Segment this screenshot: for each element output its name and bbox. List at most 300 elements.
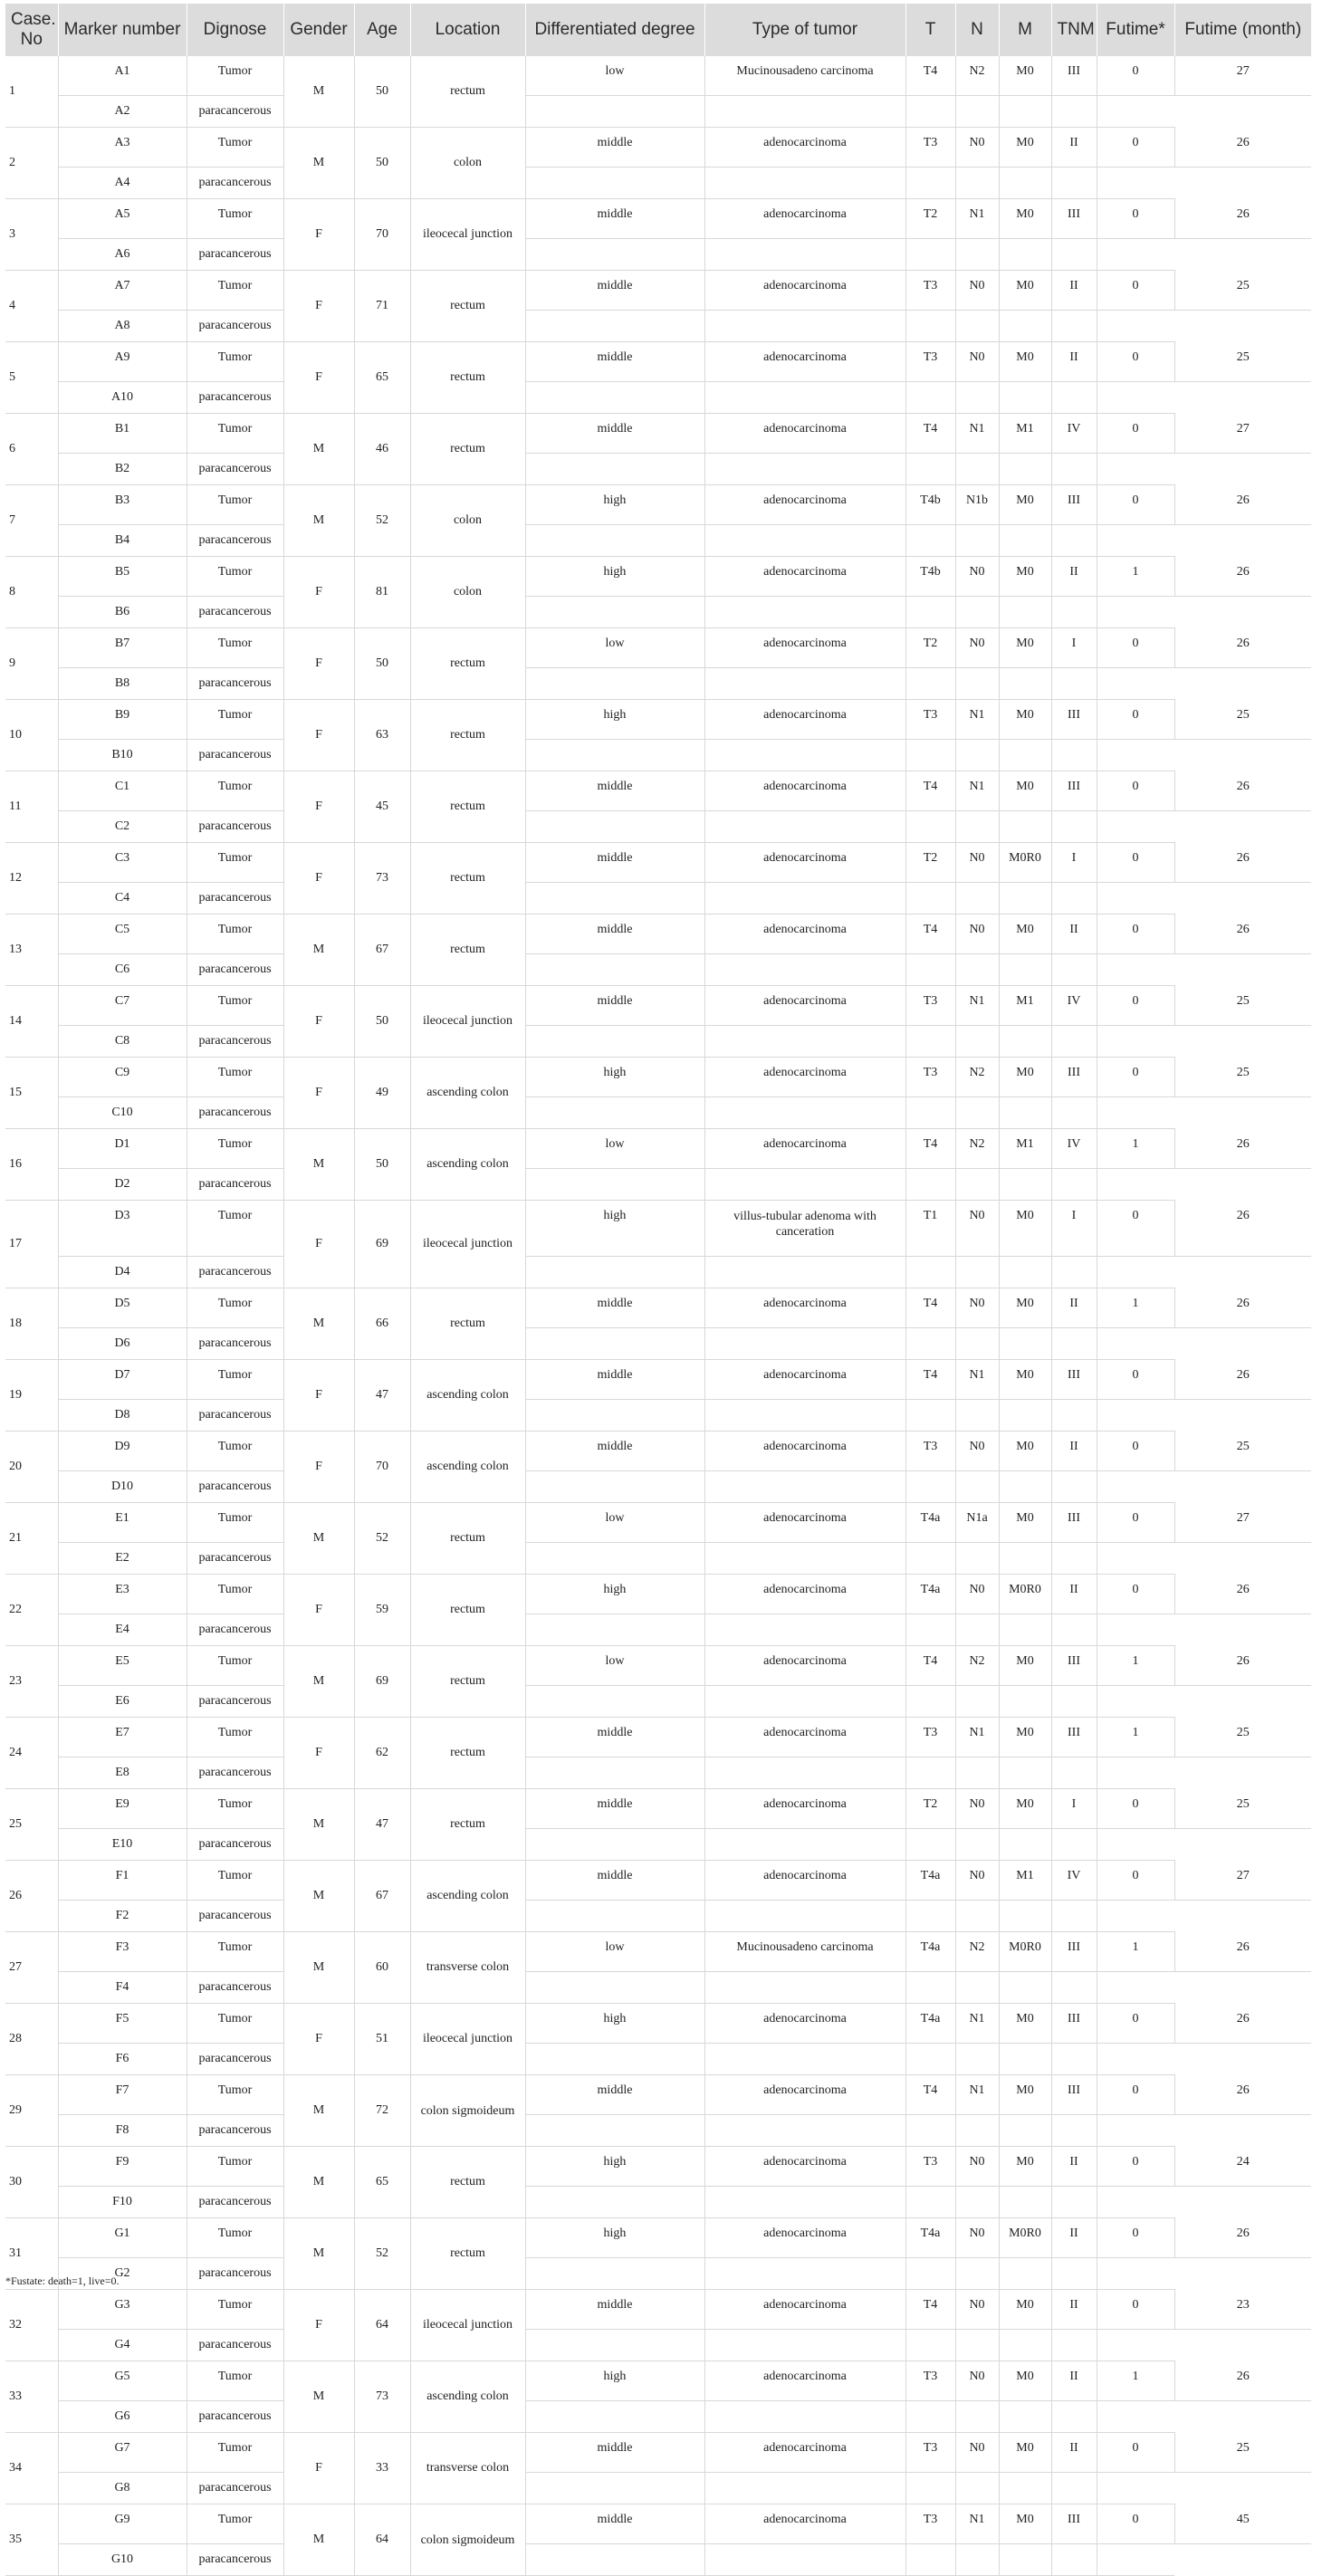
differentiated-degree-cell: high <box>525 700 704 740</box>
futime-month-cell: 27 <box>1174 1503 1311 1543</box>
m-stage-cell: M1 <box>999 414 1051 454</box>
differentiated-degree-cell: middle <box>525 199 704 239</box>
empty-cell <box>704 1757 905 1789</box>
dignose-cell: paracancerous <box>187 2544 283 2576</box>
empty-cell <box>955 597 999 628</box>
empty-cell <box>525 525 704 557</box>
t-stage-cell: T3 <box>905 2147 955 2187</box>
empty-cell <box>1051 1829 1097 1861</box>
empty-cell <box>905 2330 955 2361</box>
empty-cell <box>1051 1169 1097 1201</box>
t-stage-cell: T3 <box>905 2361 955 2401</box>
age-cell: 52 <box>354 2218 410 2290</box>
tumor-type-cell: adenocarcinoma <box>704 2290 905 2330</box>
empty-cell <box>704 2401 905 2433</box>
case-number-cell: 30 <box>5 2147 58 2218</box>
dignose-cell: paracancerous <box>187 1686 283 1718</box>
futime-cell: 0 <box>1097 700 1174 740</box>
empty-cell <box>999 2115 1051 2147</box>
empty-cell <box>1051 382 1097 414</box>
gender-cell: F <box>283 2004 354 2075</box>
case-number-cell: 11 <box>5 771 58 843</box>
dignose-cell: paracancerous <box>187 1543 283 1575</box>
age-cell: 52 <box>354 485 410 557</box>
marker-number-cell: E5 <box>58 1646 187 1686</box>
differentiated-degree-cell: middle <box>525 2290 704 2330</box>
dignose-cell: Tumor <box>187 1360 283 1400</box>
empty-cell <box>905 2401 955 2433</box>
location-cell: transverse colon <box>410 2433 525 2504</box>
empty-cell <box>1051 168 1097 199</box>
marker-number-cell: F4 <box>58 1972 187 2004</box>
tumor-type-cell: adenocarcinoma <box>704 342 905 382</box>
empty-cell <box>955 525 999 557</box>
dignose-cell: paracancerous <box>187 668 283 700</box>
empty-cell <box>905 2258 955 2290</box>
empty-cell <box>1051 2330 1097 2361</box>
table-row <box>5 1288 1311 1328</box>
empty-cell <box>999 954 1051 986</box>
table-row <box>5 811 1311 843</box>
empty-cell <box>999 1328 1051 1360</box>
differentiated-degree-cell: middle <box>525 1288 704 1328</box>
empty-cell <box>955 811 999 843</box>
empty-cell <box>1097 525 1174 557</box>
marker-number-cell: A5 <box>58 199 187 239</box>
age-cell: 45 <box>354 771 410 843</box>
t-stage-cell: T4a <box>905 2218 955 2258</box>
empty-cell <box>1097 2473 1174 2504</box>
dignose-cell: Tumor <box>187 414 283 454</box>
empty-cell <box>905 1757 955 1789</box>
futime-cell: 0 <box>1097 56 1174 96</box>
gender-cell: F <box>283 2433 354 2504</box>
empty-cell <box>525 2401 704 2433</box>
marker-number-cell: A9 <box>58 342 187 382</box>
gender-cell: M <box>283 485 354 557</box>
empty-cell <box>1097 311 1174 342</box>
empty-cell <box>955 1972 999 2004</box>
empty-cell <box>704 454 905 485</box>
table-row <box>5 954 1311 986</box>
empty-cell <box>1051 2401 1097 2433</box>
empty-cell <box>905 883 955 915</box>
n-stage-cell: N0 <box>955 2433 999 2473</box>
empty-cell <box>999 2330 1051 2361</box>
tnm-stage-cell: I <box>1051 1201 1097 1257</box>
marker-number-cell: F10 <box>58 2187 187 2218</box>
marker-number-cell: E4 <box>58 1614 187 1646</box>
empty-cell <box>1097 454 1174 485</box>
empty-cell <box>1051 1400 1097 1432</box>
marker-number-cell: F8 <box>58 2115 187 2147</box>
t-stage-cell: T3 <box>905 1718 955 1757</box>
header-futime-month: Futime (month) <box>1174 4 1311 56</box>
dignose-cell: Tumor <box>187 1718 283 1757</box>
empty-cell <box>905 454 955 485</box>
table-row <box>5 771 1311 811</box>
dignose-cell: Tumor <box>187 700 283 740</box>
tumor-type-cell: Mucinousadeno carcinoma <box>704 56 905 96</box>
empty-cell <box>1097 168 1174 199</box>
empty-cell <box>1097 1471 1174 1503</box>
empty-cell <box>704 883 905 915</box>
differentiated-degree-cell: middle <box>525 128 704 168</box>
m-stage-cell: M0 <box>999 1288 1051 1328</box>
empty-cell <box>955 883 999 915</box>
marker-number-cell: F1 <box>58 1861 187 1901</box>
empty-cell <box>525 454 704 485</box>
empty-cell <box>525 168 704 199</box>
tumor-type-cell: adenocarcinoma <box>704 986 905 1026</box>
t-stage-cell: T4 <box>905 771 955 811</box>
empty-cell <box>1051 811 1097 843</box>
dignose-cell: paracancerous <box>187 811 283 843</box>
empty-cell <box>525 96 704 128</box>
m-stage-cell: M0 <box>999 1718 1051 1757</box>
empty-cell <box>1051 1471 1097 1503</box>
futime-cell: 0 <box>1097 1575 1174 1614</box>
header-t: T <box>905 4 955 56</box>
table-row <box>5 485 1311 525</box>
empty-cell <box>955 1901 999 1932</box>
gender-cell: M <box>283 2075 354 2147</box>
futime-month-cell: 26 <box>1174 771 1311 811</box>
table-row <box>5 700 1311 740</box>
dignose-cell: paracancerous <box>187 597 283 628</box>
empty-cell <box>1097 96 1174 128</box>
empty-cell <box>999 1257 1051 1288</box>
table-row <box>5 2433 1311 2473</box>
t-stage-cell: T4 <box>905 414 955 454</box>
empty-cell <box>905 1543 955 1575</box>
case-number-cell: 14 <box>5 986 58 1058</box>
tnm-stage-cell: III <box>1051 1503 1097 1543</box>
differentiated-degree-cell: middle <box>525 1718 704 1757</box>
t-stage-cell: T4 <box>905 915 955 954</box>
empty-cell <box>704 668 905 700</box>
differentiated-degree-cell: middle <box>525 1789 704 1829</box>
t-stage-cell: T3 <box>905 128 955 168</box>
marker-number-cell: G5 <box>58 2361 187 2401</box>
case-number-cell: 16 <box>5 1129 58 1201</box>
empty-cell <box>905 2115 955 2147</box>
tnm-stage-cell: III <box>1051 1360 1097 1400</box>
age-cell: 46 <box>354 414 410 485</box>
m-stage-cell: M1 <box>999 1861 1051 1901</box>
table-row <box>5 1503 1311 1543</box>
dignose-cell: Tumor <box>187 2218 283 2258</box>
n-stage-cell: N1 <box>955 1360 999 1400</box>
n-stage-cell: N1 <box>955 771 999 811</box>
gender-cell: F <box>283 1058 354 1129</box>
t-stage-cell: T2 <box>905 199 955 239</box>
t-stage-cell: T4b <box>905 485 955 525</box>
marker-number-cell: E10 <box>58 1829 187 1861</box>
table-row <box>5 2330 1311 2361</box>
empty-cell <box>905 2187 955 2218</box>
futime-cell: 0 <box>1097 2433 1174 2473</box>
marker-number-cell: A7 <box>58 271 187 311</box>
tnm-stage-cell: I <box>1051 843 1097 883</box>
gender-cell: F <box>283 700 354 771</box>
gender-cell: M <box>283 1861 354 1932</box>
dignose-cell: paracancerous <box>187 2401 283 2433</box>
empty-cell <box>704 1829 905 1861</box>
location-cell: rectum <box>410 271 525 342</box>
marker-number-cell: C5 <box>58 915 187 954</box>
futime-month-cell: 27 <box>1174 1861 1311 1901</box>
empty-cell <box>525 1901 704 1932</box>
header-gender: Gender <box>283 4 354 56</box>
empty-cell <box>1051 239 1097 271</box>
t-stage-cell: T3 <box>905 2504 955 2544</box>
empty-cell <box>704 168 905 199</box>
futime-cell: 0 <box>1097 2218 1174 2258</box>
tnm-stage-cell: IV <box>1051 1129 1097 1169</box>
futime-month-cell: 25 <box>1174 1718 1311 1757</box>
differentiated-degree-cell: middle <box>525 1360 704 1400</box>
table-row <box>5 56 1311 96</box>
futime-cell: 0 <box>1097 271 1174 311</box>
case-number-cell: 13 <box>5 915 58 986</box>
gender-cell: F <box>283 843 354 915</box>
case-number-cell: 12 <box>5 843 58 915</box>
table-row <box>5 2258 1311 2290</box>
marker-number-cell: F5 <box>58 2004 187 2044</box>
marker-number-cell: B9 <box>58 700 187 740</box>
futime-cell: 0 <box>1097 843 1174 883</box>
empty-cell <box>525 1471 704 1503</box>
marker-number-cell: E7 <box>58 1718 187 1757</box>
age-cell: 70 <box>354 199 410 271</box>
futime-cell: 0 <box>1097 2290 1174 2330</box>
marker-number-cell: F9 <box>58 2147 187 2187</box>
case-number-cell: 8 <box>5 557 58 628</box>
tumor-type-cell: adenocarcinoma <box>704 915 905 954</box>
location-cell: ascending colon <box>410 1129 525 1201</box>
m-stage-cell: M0 <box>999 1360 1051 1400</box>
marker-number-cell: A4 <box>58 168 187 199</box>
empty-cell <box>1051 1543 1097 1575</box>
empty-cell <box>1051 2115 1097 2147</box>
futime-month-cell: 25 <box>1174 342 1311 382</box>
case-number-cell: 31 <box>5 2218 58 2290</box>
tnm-stage-cell: III <box>1051 485 1097 525</box>
gender-cell: F <box>283 628 354 700</box>
empty-cell <box>525 1169 704 1201</box>
dignose-cell: paracancerous <box>187 740 283 771</box>
table-row <box>5 1129 1311 1169</box>
differentiated-degree-cell: middle <box>525 271 704 311</box>
tnm-stage-cell: II <box>1051 2290 1097 2330</box>
gender-cell: F <box>283 771 354 843</box>
futime-month-cell: 26 <box>1174 1288 1311 1328</box>
futime-cell: 0 <box>1097 2147 1174 2187</box>
marker-number-cell: C8 <box>58 1026 187 1058</box>
dignose-cell: paracancerous <box>187 168 283 199</box>
table-row <box>5 883 1311 915</box>
marker-number-cell: C1 <box>58 771 187 811</box>
empty-cell <box>525 2544 704 2576</box>
differentiated-degree-cell: high <box>525 1058 704 1097</box>
table-row <box>5 199 1311 239</box>
futime-cell: 1 <box>1097 557 1174 597</box>
empty-cell <box>999 311 1051 342</box>
empty-cell <box>704 740 905 771</box>
marker-number-cell: C2 <box>58 811 187 843</box>
dignose-cell: Tumor <box>187 2075 283 2115</box>
case-number-cell: 26 <box>5 1861 58 1932</box>
empty-cell <box>525 1328 704 1360</box>
case-number-cell: 18 <box>5 1288 58 1360</box>
dignose-cell: paracancerous <box>187 525 283 557</box>
differentiated-degree-cell: middle <box>525 843 704 883</box>
case-number-cell: 7 <box>5 485 58 557</box>
empty-cell <box>525 382 704 414</box>
tumor-type-cell: adenocarcinoma <box>704 2433 905 2473</box>
dignose-cell: Tumor <box>187 2361 283 2401</box>
empty-cell <box>525 2330 704 2361</box>
futime-month-cell: 25 <box>1174 700 1311 740</box>
gender-cell: F <box>283 1201 354 1288</box>
m-stage-cell: M0R0 <box>999 1575 1051 1614</box>
futime-month-cell: 26 <box>1174 1360 1311 1400</box>
dignose-cell: paracancerous <box>187 954 283 986</box>
futime-cell: 1 <box>1097 1932 1174 1972</box>
empty-cell <box>704 1686 905 1718</box>
tnm-stage-cell: III <box>1051 2504 1097 2544</box>
tnm-stage-cell: III <box>1051 56 1097 96</box>
m-stage-cell: M0 <box>999 2004 1051 2044</box>
case-number-cell: 19 <box>5 1360 58 1432</box>
case-number-cell: 23 <box>5 1646 58 1718</box>
age-cell: 66 <box>354 1288 410 1360</box>
age-cell: 50 <box>354 986 410 1058</box>
empty-cell <box>905 382 955 414</box>
dignose-cell: Tumor <box>187 915 283 954</box>
t-stage-cell: T4a <box>905 1932 955 1972</box>
empty-cell <box>955 2187 999 2218</box>
dignose-cell: paracancerous <box>187 1400 283 1432</box>
empty-cell <box>704 1543 905 1575</box>
case-number-cell: 1 <box>5 56 58 128</box>
empty-cell <box>999 2401 1051 2433</box>
empty-cell <box>1051 525 1097 557</box>
case-number-cell: 28 <box>5 2004 58 2075</box>
empty-cell <box>955 382 999 414</box>
case-number-cell: 6 <box>5 414 58 485</box>
m-stage-cell: M1 <box>999 1129 1051 1169</box>
t-stage-cell: T4b <box>905 557 955 597</box>
tnm-stage-cell: IV <box>1051 414 1097 454</box>
empty-cell <box>905 2544 955 2576</box>
marker-number-cell: D6 <box>58 1328 187 1360</box>
case-number-cell: 20 <box>5 1432 58 1503</box>
n-stage-cell: N1 <box>955 2504 999 2544</box>
futime-cell: 1 <box>1097 1129 1174 1169</box>
empty-cell <box>1051 2187 1097 2218</box>
header-m: M <box>999 4 1051 56</box>
location-cell: rectum <box>410 1789 525 1861</box>
table-row <box>5 1026 1311 1058</box>
marker-number-cell: A6 <box>58 239 187 271</box>
n-stage-cell: N0 <box>955 843 999 883</box>
gender-cell: F <box>283 1432 354 1503</box>
dignose-cell: Tumor <box>187 1575 283 1614</box>
header-differentiated-degree: Differentiated degree <box>525 4 704 56</box>
empty-cell <box>955 311 999 342</box>
empty-cell <box>955 1026 999 1058</box>
n-stage-cell: N1 <box>955 1718 999 1757</box>
table-row <box>5 1901 1311 1932</box>
dignose-cell: paracancerous <box>187 1757 283 1789</box>
n-stage-cell: N0 <box>955 342 999 382</box>
table-row <box>5 843 1311 883</box>
futime-month-cell: 26 <box>1174 2218 1311 2258</box>
marker-number-cell: B6 <box>58 597 187 628</box>
tnm-stage-cell: II <box>1051 2147 1097 2187</box>
dignose-cell: Tumor <box>187 1432 283 1471</box>
t-stage-cell: T3 <box>905 1432 955 1471</box>
futime-month-cell: 26 <box>1174 1932 1311 1972</box>
t-stage-cell: T3 <box>905 2433 955 2473</box>
empty-cell <box>955 1686 999 1718</box>
empty-cell <box>1051 1328 1097 1360</box>
empty-cell <box>525 1543 704 1575</box>
dignose-cell: Tumor <box>187 342 283 382</box>
empty-cell <box>999 2187 1051 2218</box>
clinical-data-table-container <box>5 4 1311 2576</box>
tnm-stage-cell: II <box>1051 2433 1097 2473</box>
empty-cell <box>999 597 1051 628</box>
n-stage-cell: N0 <box>955 1432 999 1471</box>
tumor-type-cell: adenocarcinoma <box>704 2075 905 2115</box>
tnm-stage-cell: II <box>1051 2361 1097 2401</box>
m-stage-cell: M0 <box>999 342 1051 382</box>
empty-cell <box>905 2044 955 2075</box>
futime-month-cell: 45 <box>1174 2504 1311 2544</box>
case-number-cell: 10 <box>5 700 58 771</box>
futime-month-cell: 27 <box>1174 414 1311 454</box>
empty-cell <box>999 1901 1051 1932</box>
t-stage-cell: T2 <box>905 1789 955 1829</box>
differentiated-degree-cell: high <box>525 1201 704 1257</box>
marker-number-cell: G1 <box>58 2218 187 2258</box>
marker-number-cell: B8 <box>58 668 187 700</box>
m-stage-cell: M0 <box>999 1789 1051 1829</box>
empty-cell <box>999 1026 1051 1058</box>
n-stage-cell: N0 <box>955 1789 999 1829</box>
case-number-cell: 22 <box>5 1575 58 1646</box>
empty-cell <box>905 1972 955 2004</box>
empty-cell <box>905 1097 955 1129</box>
empty-cell <box>704 96 905 128</box>
case-number-cell: 34 <box>5 2433 58 2504</box>
empty-cell <box>955 1543 999 1575</box>
empty-cell <box>525 1972 704 2004</box>
n-stage-cell: N1a <box>955 1503 999 1543</box>
dignose-cell: paracancerous <box>187 1901 283 1932</box>
age-cell: 64 <box>354 2504 410 2576</box>
n-stage-cell: N0 <box>955 2147 999 2187</box>
empty-cell <box>955 1400 999 1432</box>
empty-cell <box>999 239 1051 271</box>
table-row <box>5 1169 1311 1201</box>
marker-number-cell: G6 <box>58 2401 187 2433</box>
empty-cell <box>525 1097 704 1129</box>
dignose-cell: paracancerous <box>187 1829 283 1861</box>
